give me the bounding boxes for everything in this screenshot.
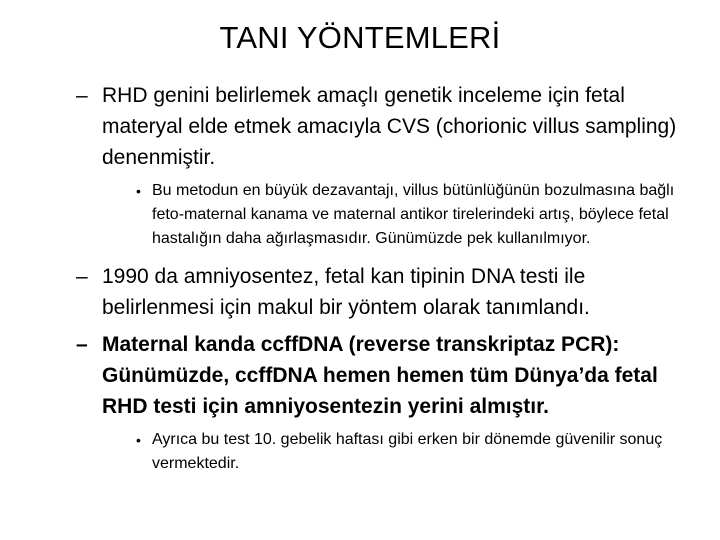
- dash-marker: –: [76, 333, 88, 356]
- bullet-item-amniocentesis: [76, 261, 686, 323]
- sub-bullet-item-cvs-disadvantage: [136, 179, 686, 251]
- slide-title: TANI YÖNTEMLERİ: [219, 20, 501, 55]
- bullet-item-ccffdna: [76, 329, 686, 422]
- bullet-item-cvs: [76, 80, 686, 173]
- dash-marker: –: [76, 84, 88, 107]
- bullet-marker: •: [136, 432, 141, 448]
- sub-bullet-text: Bu metodun en büyük dezavantajı, villus bütünlüğünün bozulmasına bağlı feto-maternal kanama ve maternal antikor tirelerindeki artış, böylece fetal hastalığın daha ağırlaşmasıdır. Günümüzde pek kullanılmıyor.: [152, 182, 675, 247]
- slide-content: [76, 80, 686, 486]
- bullet-marker: •: [136, 183, 141, 199]
- bullet-text: Maternal kanda ccffDNA (reverse transkriptaz PCR): Günümüzde, ccffDNA hemen hemen tüm Dünya’da fetal RHD testi için amniyosentezin yerini almıştır.: [102, 333, 658, 418]
- sub-bullet-text: Ayrıca bu test 10. gebelik haftası gibi erken bir dönemde güvenilir sonuç vermektedir.: [152, 431, 663, 472]
- dash-marker: –: [76, 265, 88, 288]
- bullet-text: RHD genini belirlemek amaçlı genetik inceleme için fetal materyal elde etmek amacıyla CVS (chorionic villus sampling) denenmiştir.: [102, 84, 677, 169]
- bullet-text: 1990 da amniyosentez, fetal kan tipinin DNA testi ile belirlenmesi için makul bir yöntem olarak tanımlandı.: [102, 265, 590, 319]
- sub-bullet-item-ccffdna-early: [136, 428, 686, 476]
